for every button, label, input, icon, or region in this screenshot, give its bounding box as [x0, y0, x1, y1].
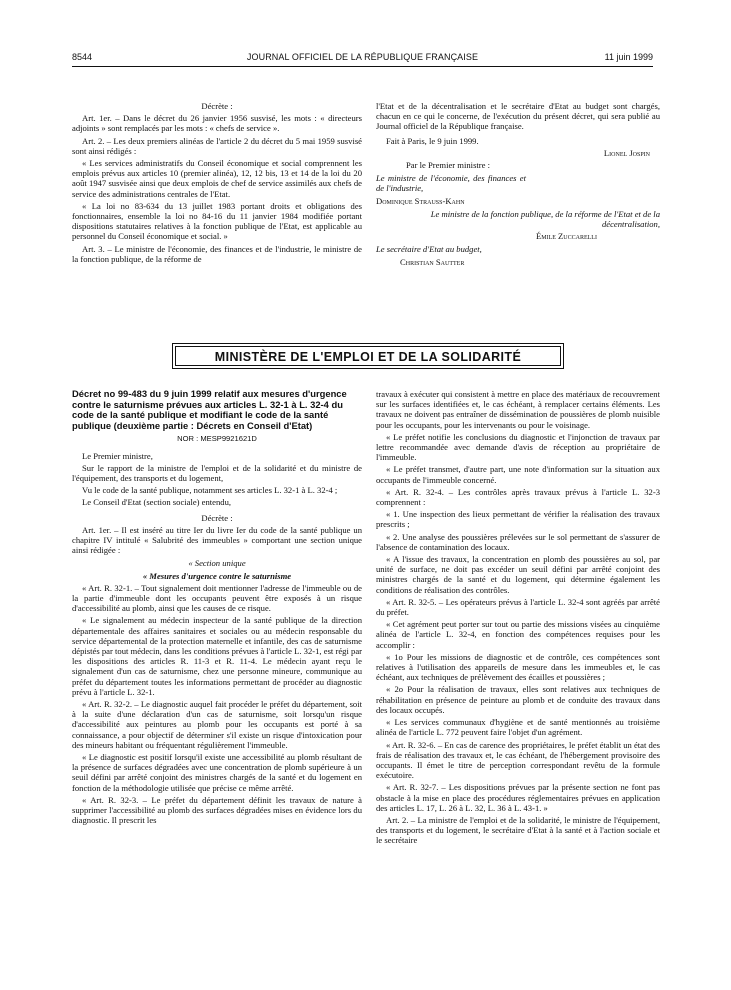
minister-2-title: Le ministre de la fonction publique, de la réforme de l'Etat et de la décentralisation,: [430, 208, 660, 230]
art-r32-6: « Art. R. 32-6. – En cas de carence des propriétaires, le préfet établit un état des frais de réalisation des travaux et, le cas échéant, de l'hébergement provisoire des occupants. Il émet le titre de perception correspondant revêtu de la formule exécutoire.: [376, 739, 660, 781]
nor-reference: NOR : MESP9921621D: [177, 434, 257, 444]
decree-left-column: [72, 389, 362, 827]
execution-paragraph: l'Etat et de la décentralisation et le secrétaire d'Etat au budget sont chargés, chacun en ce qui le concerne, de l'exécution du présent décret, qui sera publié au Journal officiel de la République française.: [376, 101, 660, 132]
page-header: [72, 52, 653, 66]
minister-3-title: Le secrétaire d'Etat au budget,: [376, 244, 482, 255]
prefect-transmits: « Le préfet transmet, d'autre part, une note d'information sur la situation aux occupants de l'immeuble concerné.: [376, 464, 660, 485]
intro-line-2: Sur le rapport de la ministre de l'emploi et de la solidarité et du ministre de l'équipement, des transports et du logement,: [72, 462, 362, 483]
art-r32-7: « Art. R. 32-7. – Les dispositions prévues par la présente section ne font pas obstacle à la mise en place des procédures réglementaires prévues en application des articles L. 17, L. 26 à L. 32, L. 36 à L. 43-1. »: [376, 782, 660, 813]
journal-title: JOURNAL OFFICIEL DE LA RÉPUBLIQUE FRANÇAISE: [246, 52, 479, 62]
minister-1-title: Le ministre de l'économie, des finances et de l'industrie,: [376, 173, 526, 194]
by-prime-minister: Par le Premier ministre :: [406, 160, 491, 171]
art-r32-5-services: « Les services communaux d'hygiène et de santé mentionnés au troisième alinéa de l'article L. 772 peuvent faire l'objet d'un agrément.: [376, 717, 660, 738]
issue-date: 11 juin 1999: [604, 52, 653, 62]
subsection-heading: « Mesures d'urgence contre le saturnisme: [142, 570, 292, 581]
minister-1-name: Dominique Strauss-Kahn: [376, 195, 465, 206]
intro-line-4: Le Conseil d'Etat (section sociale) entendu,: [82, 497, 232, 508]
article-2-para-1: « Les services administratifs du Conseil économique et social comprennent les emplois prévus aux articles 10 (premier alinéa), 12, 12 bis, 13 et 14 de la loi du 20 août 1947 susvisée ainsi que deux emplois de chef de service assimilés aux chefs de service des administrations centrales de l'Etat.: [72, 158, 362, 199]
art-r32-4-item-1: « 1. Une inspection des lieux permettant de vérifier la réalisation des travaux prescrits ;: [376, 509, 660, 530]
article-1: Art. 1er. – Dans le décret du 26 janvier 1956 susvisé, les mots : « directeurs adjoints » sont remplacés par les mots : « chefs de service ».: [72, 113, 362, 134]
art-r32-5-scope: « Cet agrément peut porter sur tout ou partie des missions visées au cinquième alinéa de l'article L. 32-4, en fonction des compétences requises pour les accomplir :: [376, 619, 660, 650]
decrete-heading: Décrète :: [201, 101, 233, 111]
decree-article-2: Art. 2. – La ministre de l'emploi et de la solidarité, le ministre de l'équipement, des transports et du logement, le secrétaire d'Etat à la santé et à l'action sociale et le secrétaire: [376, 814, 660, 846]
intro-line-1: Le Premier ministre,: [82, 450, 153, 461]
minister-2-name: Émile Zuccarelli: [536, 231, 597, 242]
prefect-notifies: « Le préfet notifie les conclusions du diagnostic et l'injonction de travaux par lettre recommandée avec demande d'avis de réception au propriétaire de l'immeuble.: [376, 431, 660, 463]
intro-line-3: Vu le code de la santé publique, notamment ses articles L. 32-1 à L. 32-4 ;: [82, 485, 338, 496]
art-r32-4-threshold: « A l'issue des travaux, la concentration en plomb des poussières au sol, par unité de surface, ne doit pas excéder un seuil défini par arrêté conjoint des ministres chargés de la santé et du logement, qui détermine également les conditions de réalisation des contrôles.: [376, 554, 660, 595]
top-left-column: [72, 101, 362, 266]
art-r32-3: « Art. R. 32-3. – Le préfet du département définit les travaux de nature à supprimer l'accessibilité au plomb des surfaces dégradées mises en évidence lors du diagnostic. Il prescrit les: [72, 794, 362, 826]
done-at: Fait à Paris, le 9 juin 1999.: [386, 135, 479, 146]
article-2-para-2: « La loi no 83-634 du 13 juillet 1983 portant droits et obligations des fonctionnaires, ensemble la loi no 84-16 du 11 janvier 1984 modifiée portant dispositions statutaires relatives à la fonction publique de l'Etat, est applicable au personnel du Conseil économique et social. »: [72, 200, 362, 242]
ministry-banner: [172, 343, 564, 369]
header-rule: [72, 66, 653, 67]
article-3: Art. 3. – Le ministre de l'économie, des finances et de l'industrie, le ministre de la fonction publique, de la réforme de: [72, 243, 362, 264]
decree-article-1: Art. 1er. – Il est inséré au titre Ier du livre Ier du code de la santé publique un chapitre IV intitulé « Salubrité des immeubles » comportant une section unique ainsi rédigée :: [72, 524, 362, 556]
signer-name: Lionel Jospin: [603, 147, 650, 158]
decree-right-column: [376, 389, 660, 848]
article-2: Art. 2. – Les deux premiers alinéas de l'article 2 du décret du 5 mai 1959 susvisé sont ainsi rédigés :: [72, 135, 362, 156]
art-r32-1: « Art. R. 32-1. – Tout signalement doit mentionner l'adresse de l'immeuble ou de la partie d'immeuble dont les occupants peuvent être exposés à un risque d'accessibilité au plomb, ainsi que les causes de ce risque.: [72, 582, 362, 614]
art-r32-5: « Art. R. 32-5. – Les opérateurs prévus à l'article L. 32-4 sont agréés par arrêté du préfet.: [376, 596, 660, 618]
page-number: 8544: [72, 52, 93, 62]
decree-decrete: Décrète :: [201, 512, 233, 523]
art-r32-5-item-2: « 2o Pour la réalisation de travaux, elles sont relatives aux techniques de réhabilitation en présence de peinture au plomb et de conduite des travaux dans des locaux occupés.: [376, 684, 660, 715]
art-r32-2: « Art. R. 32-2. – Le diagnostic auquel fait procéder le préfet du département, soit à la suite d'une déclaration d'un cas de saturnisme, soit lorsqu'un risque d'accessibilité aux peintures au plomb pour les occupants est porté à sa connaissance, a pour objectif de déterminer s'il existe un risque d'intoxication pour des mineurs habitant ou fréquentant régulièrement l'immeuble.: [72, 699, 362, 750]
art-r32-3-continued: travaux à exécuter qui consistent à mettre en place des matériaux de recouvrement sur les surfaces identifiées et, le cas échéant, à remplacer certains éléments. Les travaux ne doivent pas entraîner de dissémination de poussières de plomb nuisible pour les occupants, pour les intervenants ou pour le voisinage.: [376, 389, 660, 430]
art-r32-1-para-2: « Le signalement au médecin inspecteur de la santé publique de la direction départementale des affaires sanitaires et sociales ou au médecin responsable du service départemental de la protection maternelle et infantile, des cas de saturnisme dépistés par tout médecin, dans les conditions prévues à l'article L. 32-1, est régi par les dispositions des articles R. 11-3 et R. 11-4. Le médecin ayant reçu le signalement d'un cas de saturnisme, chez une personne mineure, communique au préfet du département toutes les informations permettant de procéder au diagnostic prévu à l'article L. 32-1.: [72, 615, 362, 697]
art-r32-4: « Art. R. 32-4. – Les contrôles après travaux prévus à l'article L. 32-3 comprennent :: [376, 486, 660, 508]
art-r32-5-item-1: « 1o Pour les missions de diagnostic et de contrôle, ces compétences sont relatives à l'utilisation des appareils de mesure dans les immeubles et, le cas échéant, aux techniques de prélèvement des écailles et poussières ;: [376, 651, 660, 683]
decree-title: Décret no 99-483 du 9 juin 1999 relatif aux mesures d'urgence contre le saturnisme prévues aux articles L. 32-1 à L. 32-4 du code de la santé publique et modifiant le code de la santé publique (deuxième partie : Décrets en Conseil d'Etat): [72, 388, 347, 431]
section-heading: « Section unique: [188, 558, 246, 569]
art-r32-4-item-2: « 2. Une analyse des poussières prélevées sur le sol permettant de s'assurer de l'absence de contamination des locaux.: [376, 531, 660, 552]
top-right-column: [376, 101, 660, 269]
ministry-name: MINISTÈRE DE L'EMPLOI ET DE LA SOLIDARITÉ: [214, 350, 522, 364]
art-r32-2-para-2: « Le diagnostic est positif lorsqu'il existe une accessibilité au plomb résultant de la présence de surfaces dégradées avec une concentration de plomb supérieure à un seuil défini par arrêté conjoint des ministres chargés de la santé et du logement en fonction de la méthodologie utilisée que précise ce même arrêté.: [72, 752, 362, 793]
minister-3-name: Christian Sautter: [400, 256, 465, 267]
